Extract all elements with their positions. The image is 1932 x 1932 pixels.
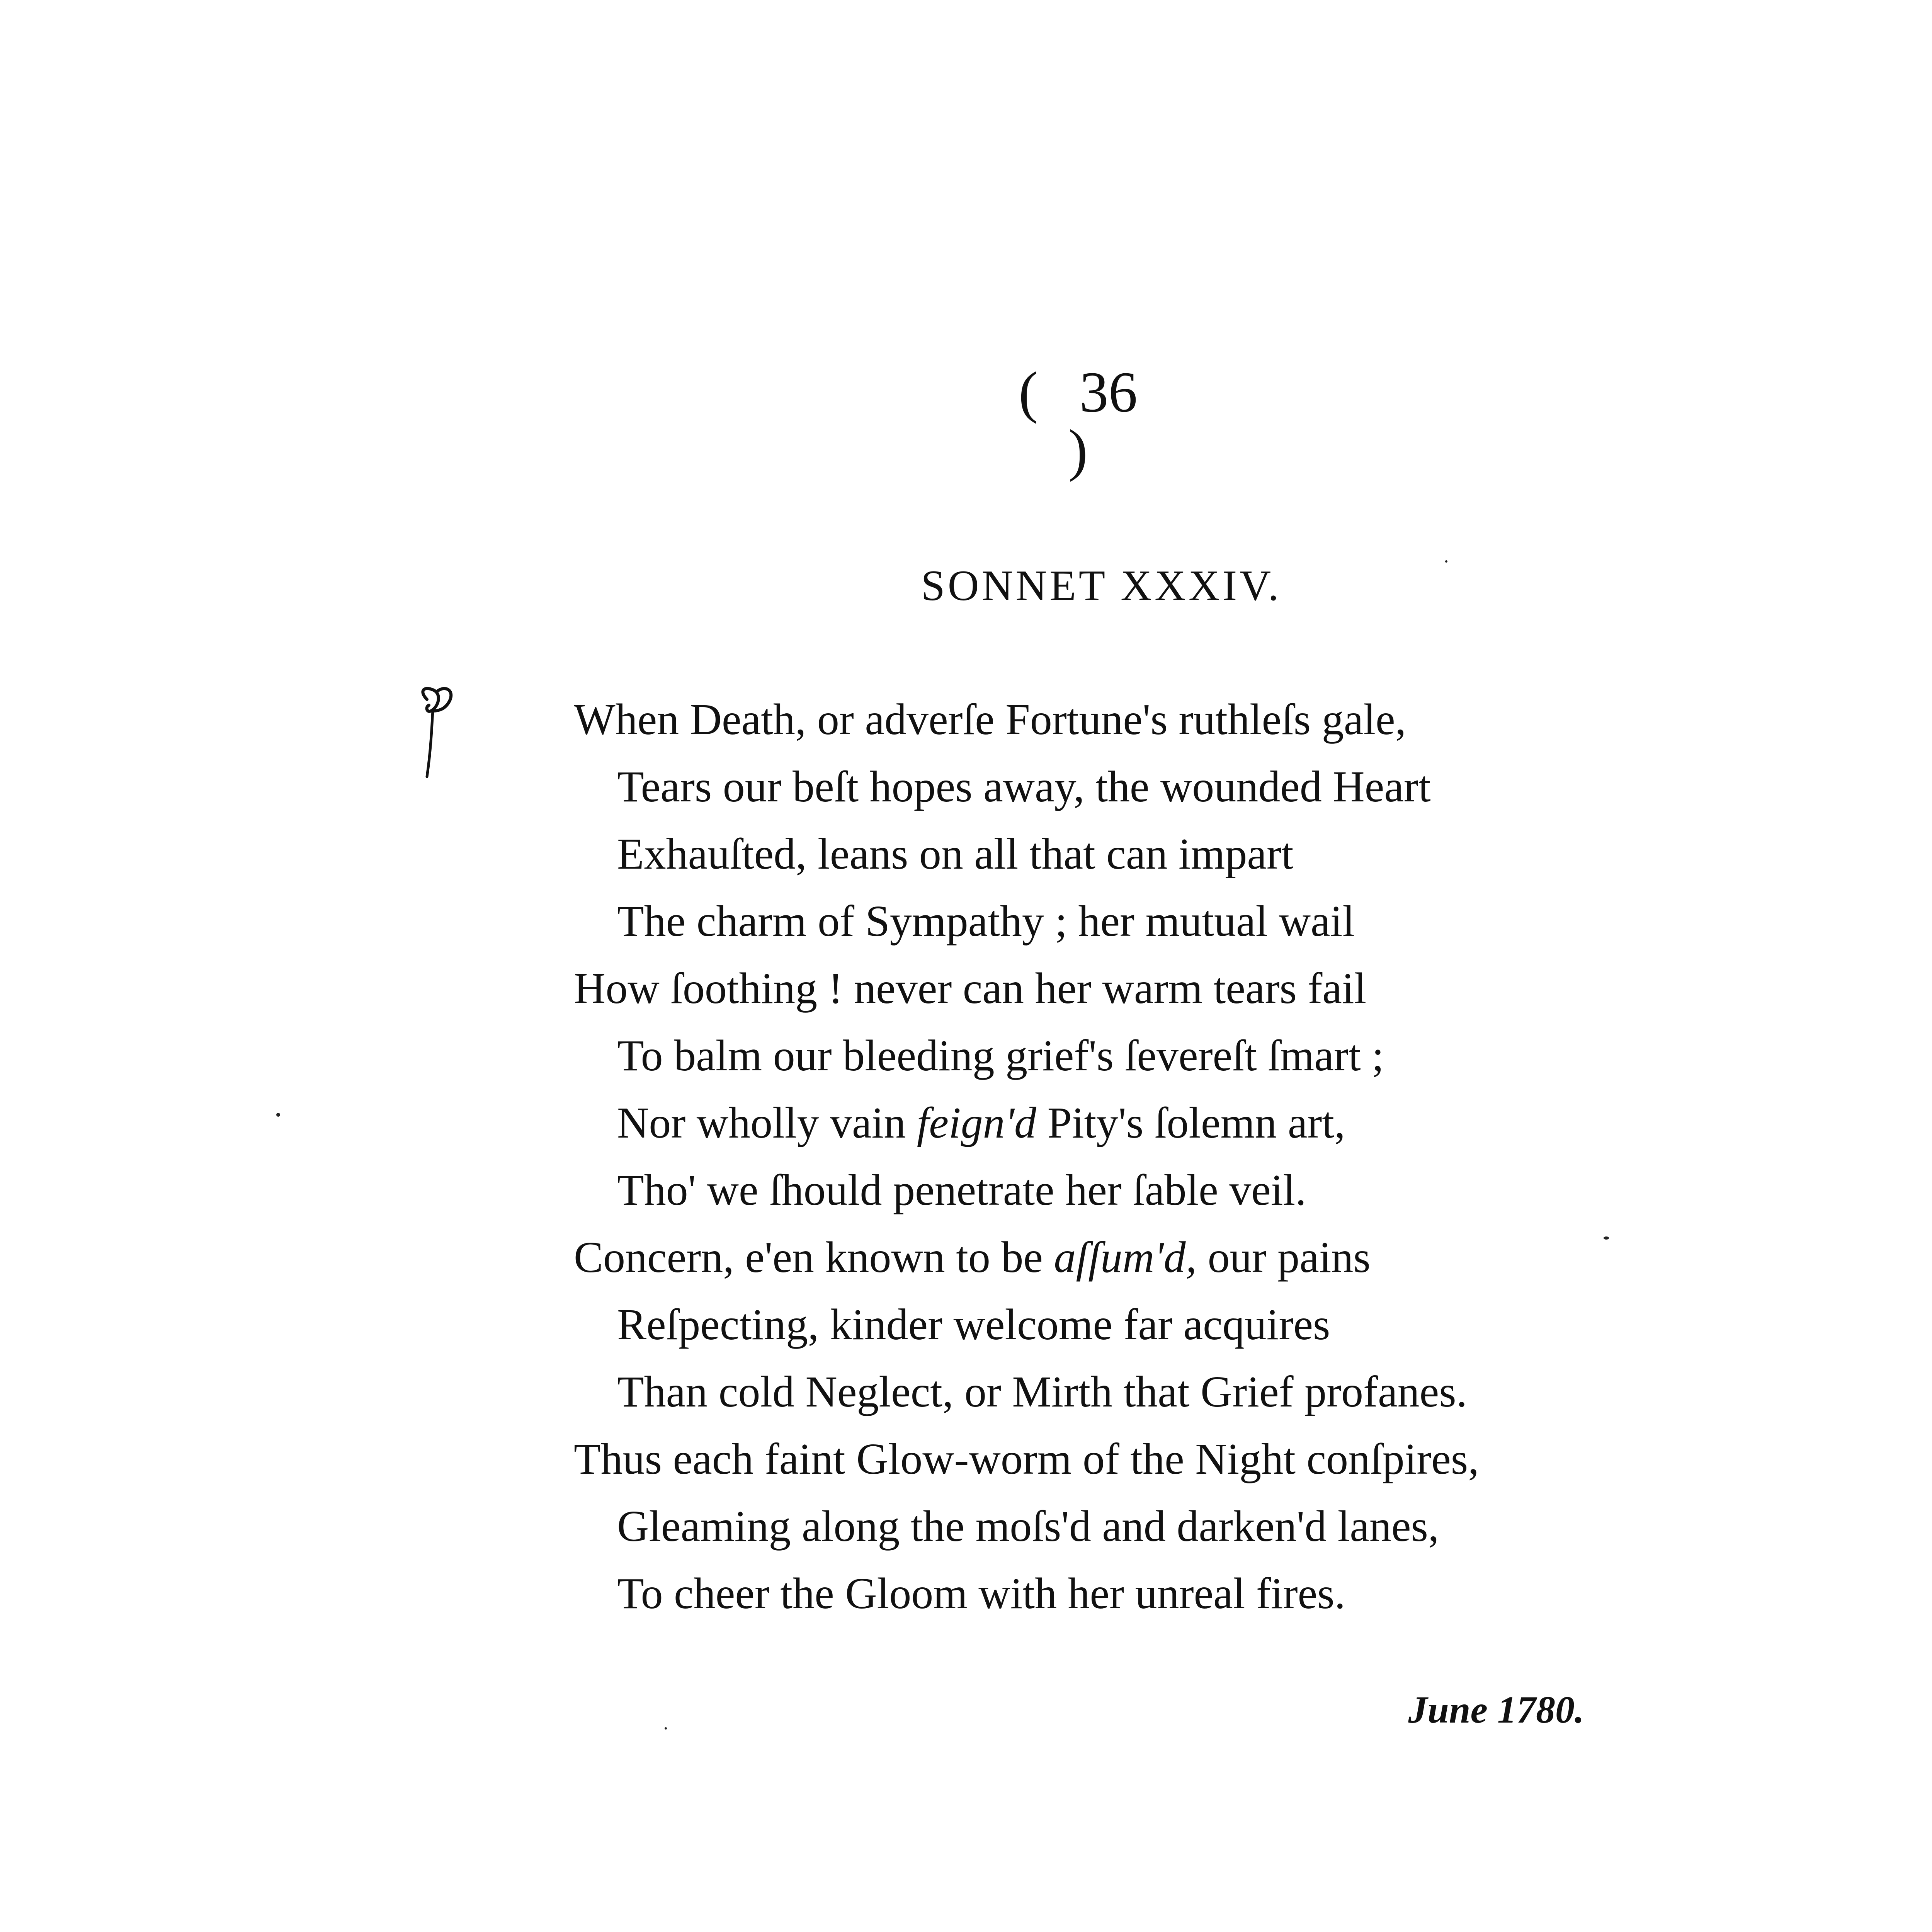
- sonnet-title: SONNET XXXIV.: [921, 562, 1282, 610]
- poem-line: Than cold Neglect, or Mirth that Grief profanes.: [617, 1367, 1468, 1416]
- ink-speck: [276, 1113, 280, 1117]
- poem-line: Tho' we ſhould penetrate her ſable veil.: [617, 1165, 1306, 1214]
- poem-line: To balm our bleeding grief's ſevereſt ſmart ;: [617, 1031, 1384, 1080]
- date-line: June 1780.: [1408, 1688, 1584, 1731]
- poem-line: Tears our beſt hopes away, the wounded Heart: [617, 762, 1431, 811]
- poem: [574, 686, 1578, 1627]
- handwritten-margin-mark-icon: [415, 684, 458, 784]
- poem-line: Exhauſted, leans on all that can impart: [617, 829, 1294, 878]
- poem-line: Gleaming along the moſs'd and darken'd lanes,: [617, 1502, 1439, 1551]
- poem-line-text: Pity's ſolemn art,: [1036, 1098, 1345, 1147]
- page-number: ( 36 ): [1019, 360, 1138, 482]
- poem-line-italic: feign'd: [917, 1098, 1037, 1147]
- poem-line: Thus each faint Glow-worm of the Night conſpires,: [574, 1434, 1479, 1483]
- poem-line-text: Nor wholly vain: [617, 1098, 917, 1147]
- poem-line: The charm of Sympathy ; her mutual wail: [617, 896, 1355, 946]
- poem-line: [574, 1224, 1578, 1291]
- poem-line: When Death, or adverſe Fortune's ruthleſs gale,: [574, 695, 1406, 744]
- ink-speck: [1604, 1236, 1609, 1240]
- poem-line-text: our pains: [1197, 1233, 1371, 1282]
- ink-speck: [665, 1727, 667, 1730]
- poem-line: How ſoothing ! never can her warm tears fail: [574, 964, 1367, 1013]
- poem-line-italic: aſſum'd,: [1054, 1233, 1197, 1282]
- poem-line: Reſpecting, kinder welcome far acquires: [617, 1300, 1330, 1349]
- poem-line: [574, 1089, 1578, 1156]
- poem-line-text: Concern, e'en known to be: [574, 1233, 1054, 1282]
- ink-speck: [1445, 560, 1447, 563]
- poem-line: To cheer the Gloom with her unreal fires.: [617, 1569, 1346, 1618]
